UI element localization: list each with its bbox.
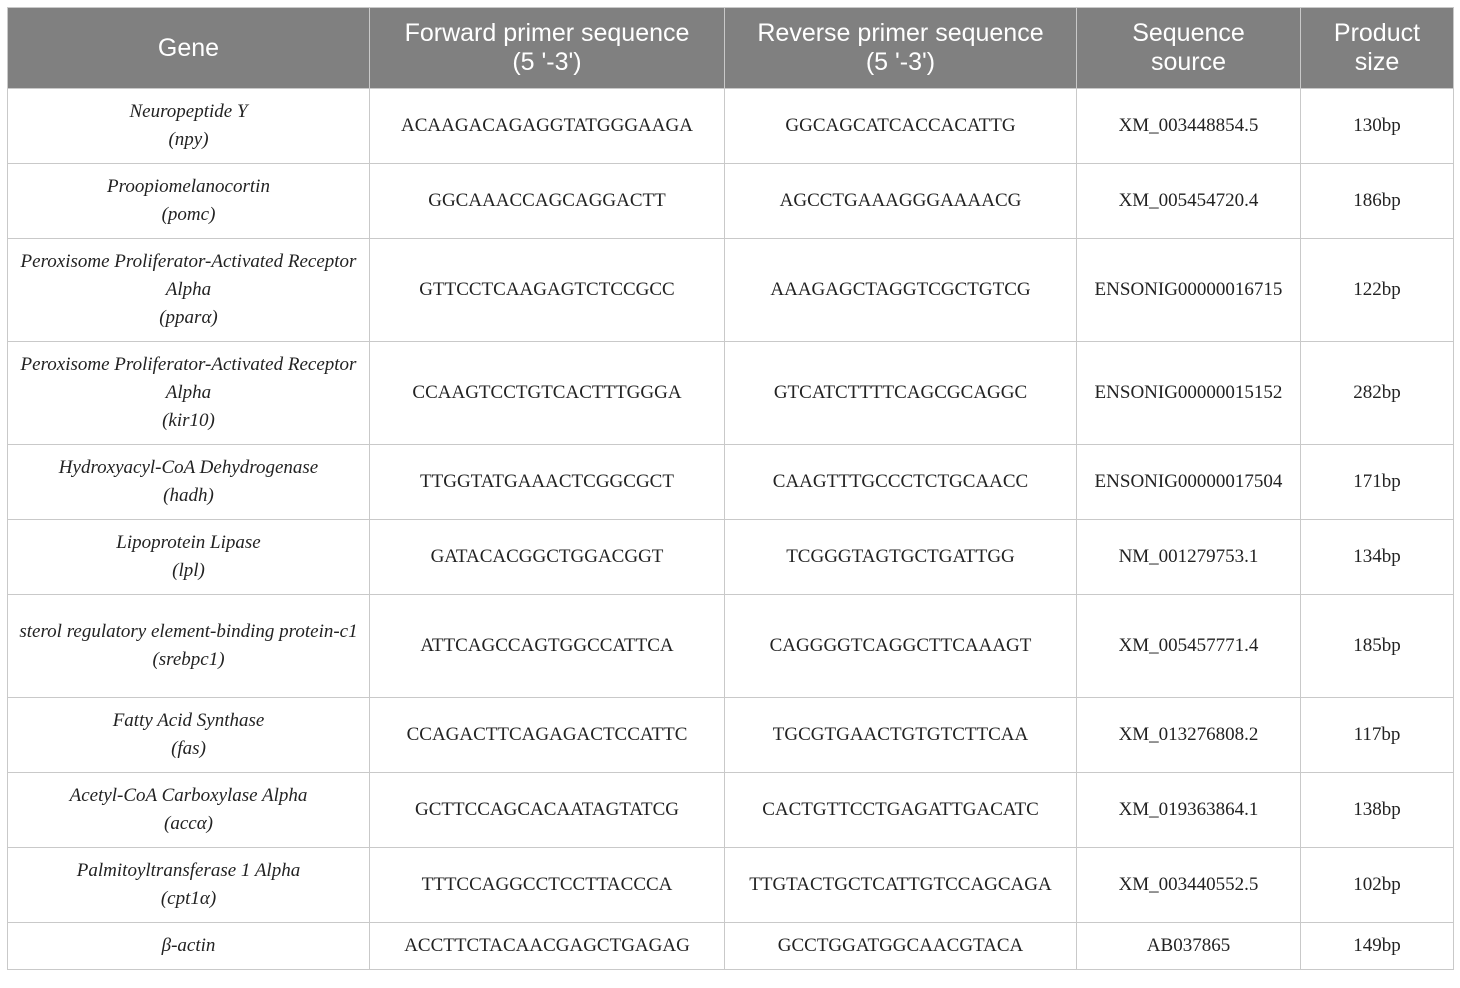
table-row [8, 239, 1454, 342]
sequence-source-cell: XM_003440552.5 [1077, 848, 1301, 923]
gene-abbr: (cpt1α) [160, 888, 217, 909]
reverse-primer-cell: GCCTGGATGGCAACGTACA [725, 923, 1077, 970]
gene-cell [8, 520, 370, 595]
forward-primer-cell: ATTCAGCCAGTGGCCATTCA [370, 595, 725, 698]
sequence-source-cell: XM_005457771.4 [1077, 595, 1301, 698]
sequence-source-cell: XM_003448854.5 [1077, 89, 1301, 164]
product-size-cell: 171bp [1301, 445, 1454, 520]
sequence-source-cell: ENSONIG00000016715 [1077, 239, 1301, 342]
table-body [8, 89, 1454, 970]
table-row [8, 698, 1454, 773]
product-size-cell: 186bp [1301, 164, 1454, 239]
table-row [8, 773, 1454, 848]
reverse-primer-cell: TCGGGTAGTGCTGATTGG [725, 520, 1077, 595]
product-size-cell: 138bp [1301, 773, 1454, 848]
table-row [8, 848, 1454, 923]
gene-abbr: (pparα) [159, 307, 218, 328]
forward-primer-cell: CCAAGTCCTGTCACTTTGGGA [370, 342, 725, 445]
gene-name: Acetyl-CoA Carboxylase Alpha [69, 785, 308, 806]
gene-abbr: (kir10) [162, 410, 215, 431]
primer-table [7, 7, 1454, 970]
gene-name: Hydroxyacyl-CoA Dehydrogenase [58, 457, 319, 478]
forward-primer-cell: GCTTCCAGCACAATAGTATCG [370, 773, 725, 848]
sequence-source-cell: XM_005454720.4 [1077, 164, 1301, 239]
gene-name: Peroxisome Proliferator-Activated Receptor Alpha [20, 354, 357, 403]
table-row [8, 520, 1454, 595]
sequence-source-cell: NM_001279753.1 [1077, 520, 1301, 595]
forward-primer-cell: ACCTTCTACAACGAGCTGAGAG [370, 923, 725, 970]
gene-cell [8, 89, 370, 164]
gene-cell [8, 342, 370, 445]
forward-primer-cell: GGCAAACCAGCAGGACTT [370, 164, 725, 239]
gene-name: sterol regulatory element-binding protein-c1 [19, 621, 358, 642]
reverse-primer-cell: TGCGTGAACTGTGTCTTCAA [725, 698, 1077, 773]
gene-abbr: (lpl) [172, 560, 205, 581]
reverse-primer-cell: TTGTACTGCTCATTGTCCAGCAGA [725, 848, 1077, 923]
gene-cell [8, 445, 370, 520]
product-size-cell: 102bp [1301, 848, 1454, 923]
gene-cell [8, 698, 370, 773]
gene-abbr: (srebpc1) [152, 649, 225, 670]
gene-cell [8, 164, 370, 239]
reverse-primer-cell: AAAGAGCTAGGTCGCTGTCG [725, 239, 1077, 342]
table-row [8, 445, 1454, 520]
table-row [8, 89, 1454, 164]
table-row [8, 923, 1454, 970]
product-size-cell: 130bp [1301, 89, 1454, 164]
reverse-primer-cell: GGCAGCATCACCACATTG [725, 89, 1077, 164]
product-size-cell: 185bp [1301, 595, 1454, 698]
product-size-cell: 134bp [1301, 520, 1454, 595]
sequence-source-cell: XM_013276808.2 [1077, 698, 1301, 773]
gene-name: Proopiomelanocortin [107, 176, 270, 197]
table-row [8, 164, 1454, 239]
reverse-primer-cell: CACTGTTCCTGAGATTGACATC [725, 773, 1077, 848]
gene-abbr: (npy) [168, 129, 209, 150]
gene-name: β-actin [161, 935, 216, 956]
forward-primer-cell: TTTCCAGGCCTCCTTACCCA [370, 848, 725, 923]
table-header [8, 8, 1454, 89]
header-sequence-source: Sequence source [1077, 8, 1301, 89]
gene-name: Fatty Acid Synthase [112, 710, 265, 731]
forward-primer-cell: CCAGACTTCAGAGACTCCATTC [370, 698, 725, 773]
reverse-primer-cell: CAAGTTTGCCCTCTGCAACC [725, 445, 1077, 520]
gene-name: Lipoprotein Lipase [116, 532, 261, 553]
gene-name: Peroxisome Proliferator-Activated Receptor Alpha [20, 251, 357, 300]
product-size-cell: 122bp [1301, 239, 1454, 342]
gene-abbr: (hadh) [163, 485, 214, 506]
product-size-cell: 282bp [1301, 342, 1454, 445]
gene-cell [8, 239, 370, 342]
sequence-source-cell: ENSONIG00000015152 [1077, 342, 1301, 445]
product-size-cell: 117bp [1301, 698, 1454, 773]
header-reverse-primer: Reverse primer sequence (5 '-3') [725, 8, 1077, 89]
gene-abbr: (fas) [171, 738, 206, 759]
gene-abbr: (pomc) [161, 204, 216, 225]
gene-name: Neuropeptide Y [129, 101, 248, 122]
forward-primer-cell: GTTCCTCAAGAGTCTCCGCC [370, 239, 725, 342]
forward-primer-cell: ACAAGACAGAGGTATGGGAAGA [370, 89, 725, 164]
header-gene: Gene [8, 8, 370, 89]
gene-name: Palmitoyltransferase 1 Alpha [76, 860, 301, 881]
gene-cell [8, 773, 370, 848]
product-size-cell: 149bp [1301, 923, 1454, 970]
sequence-source-cell: ENSONIG00000017504 [1077, 445, 1301, 520]
gene-cell [8, 923, 370, 970]
forward-primer-cell: GATACACGGCTGGACGGT [370, 520, 725, 595]
header-row [8, 8, 1454, 89]
reverse-primer-cell: AGCCTGAAAGGGAAAACG [725, 164, 1077, 239]
header-forward-primer: Forward primer sequence (5 '-3') [370, 8, 725, 89]
gene-abbr: (accα) [164, 813, 213, 834]
table-row [8, 595, 1454, 698]
reverse-primer-cell: CAGGGGTCAGGCTTCAAAGT [725, 595, 1077, 698]
table-row [8, 342, 1454, 445]
reverse-primer-cell: GTCATCTTTTCAGCGCAGGC [725, 342, 1077, 445]
sequence-source-cell: XM_019363864.1 [1077, 773, 1301, 848]
gene-cell [8, 848, 370, 923]
header-product-size: Product size [1301, 8, 1454, 89]
forward-primer-cell: TTGGTATGAAACTCGGCGCT [370, 445, 725, 520]
sequence-source-cell: AB037865 [1077, 923, 1301, 970]
gene-cell [8, 595, 370, 698]
